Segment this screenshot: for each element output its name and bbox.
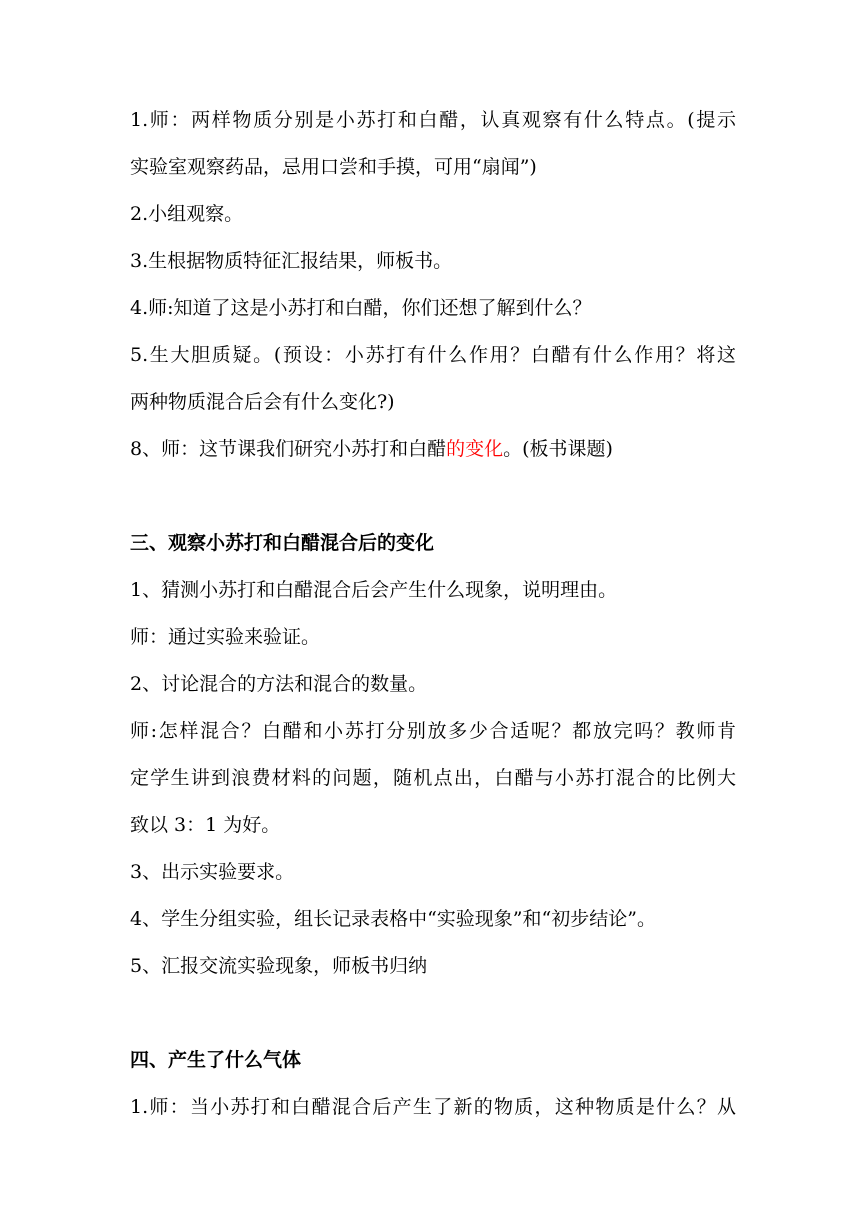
section-3-item-3: 3、出示实验要求。 (130, 861, 295, 883)
section-3-item-2: 2、讨论混合的方法和混合的数量。 (130, 673, 428, 695)
paragraph-3: 3.生根据物质特征汇报结果，师板书。 (130, 250, 453, 272)
section-3-item-4: 4、学生分组实验，组长记录表格中“实验现象”和“初步结论”。 (130, 908, 656, 930)
paragraph-1-line-2: 实验室观察药品，忌用口尝和手摸，可用“扇闻”) (130, 156, 537, 178)
paragraph-4: 4.师:知道了这是小苏打和白醋，你们还想了解到什么？ (130, 297, 592, 319)
section-3-item-2-note-line-2: 定学生讲到浪费材料的问题，随机点出，白醋与小苏打混合的比例大 (130, 767, 736, 789)
paragraph-8-tail: 。(板书课题) (503, 438, 613, 460)
paragraph-1-line-1: 1.师：两样物质分别是小苏打和白醋，认真观察有什么特点。(提示 (130, 109, 736, 131)
section-4-item-1-line-1: 1.师：当小苏打和白醋混合后产生了新的物质，这种物质是什么？从 (130, 1096, 736, 1118)
section-3-item-1: 1、猜测小苏打和白醋混合后会产生什么现象，说明理由。 (130, 579, 618, 601)
section-3-heading: 三、观察小苏打和白醋混合后的变化 (130, 532, 435, 554)
paragraph-2: 2.小组观察。 (130, 203, 244, 225)
paragraph-8-text: 8、师：这节课我们研究小苏打和白醋 (130, 438, 447, 460)
section-4-heading: 四、产生了什么气体 (130, 1049, 302, 1071)
section-3-item-5: 5、汇报交流实验现象，师板书归纳 (130, 955, 428, 977)
paragraph-8-highlight: 的变化 (446, 438, 504, 460)
paragraph-5-line-1: 5.生大胆质疑。(预设：小苏打有什么作用？白醋有什么作用？将这 (130, 344, 736, 366)
section-3-item-2-note-line-3: 致以 3：1 为好。 (130, 814, 281, 836)
paragraph-5-line-2: 两种物质混合后会有什么变化?) (130, 391, 395, 413)
section-3-item-2-note-line-1: 师:怎样混合？白醋和小苏打分别放多少合适呢？都放完吗？教师肯 (130, 720, 736, 742)
section-3-item-1-note: 师：通过实验来验证。 (130, 626, 321, 648)
paragraph-8 (130, 437, 736, 461)
document-page (130, 108, 736, 1119)
